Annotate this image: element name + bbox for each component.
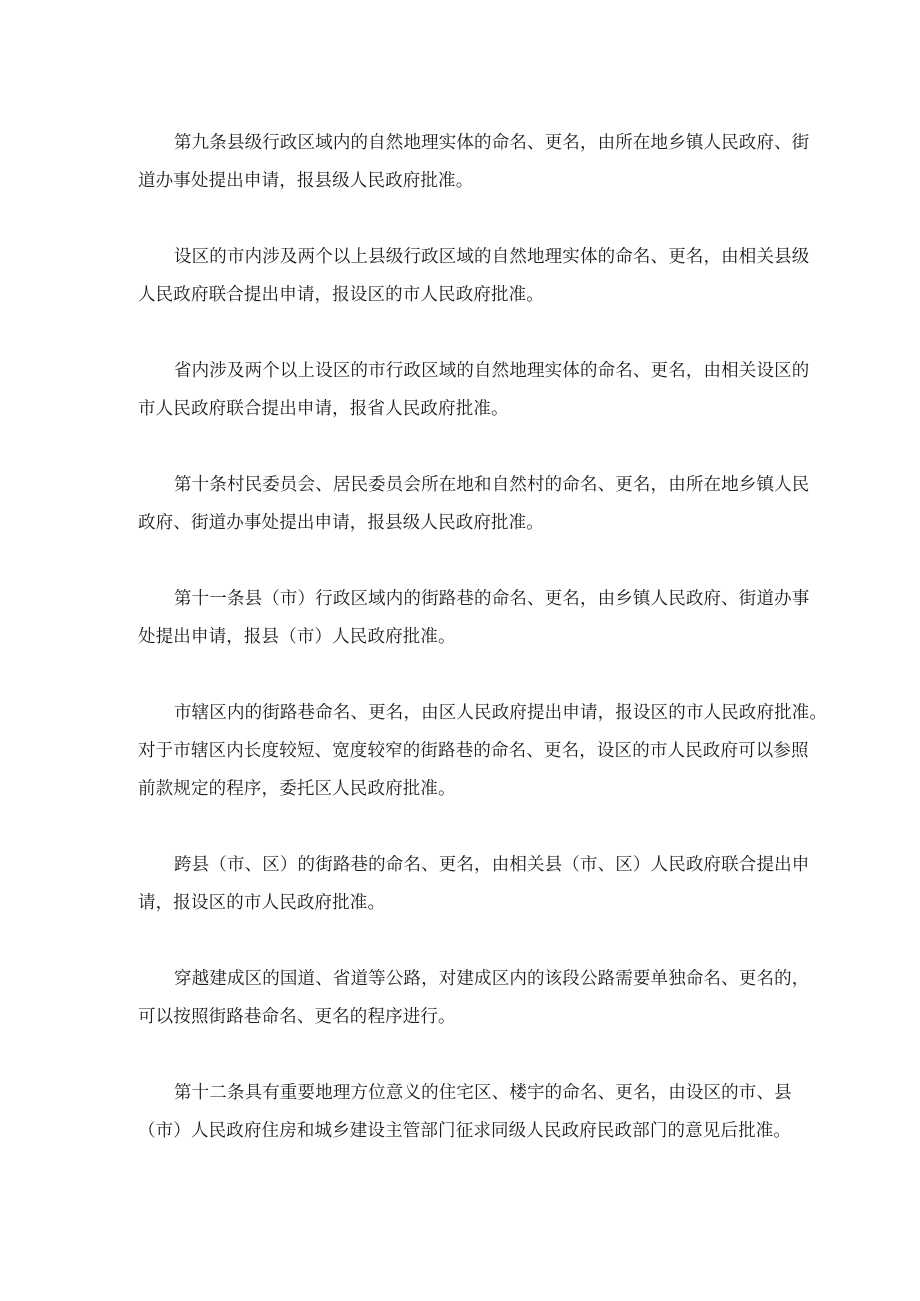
paragraph-article-11-cross-county xyxy=(138,846,810,922)
paragraph-article-10 xyxy=(138,466,810,542)
paragraph-line: （市）人民政府住房和城乡建设主管部门征求同级人民政府民政部门的意见后批准。 xyxy=(138,1121,792,1141)
paragraph-line: 可以按照街路巷命名、更名的程序进行。 xyxy=(138,1007,456,1027)
paragraph-line: 市辖区内的街路巷命名、更名，由区人民政府提出申请，报设区的市人民政府批准。 xyxy=(174,703,828,723)
paragraph-line: 人民政府联合提出申请，报设区的市人民政府批准。 xyxy=(138,285,544,305)
paragraph-line: 市人民政府联合提出申请，报省人民政府批准。 xyxy=(138,399,509,419)
paragraph-article-11-district xyxy=(138,694,828,808)
paragraph-line: 对于市辖区内长度较短、宽度较窄的街路巷的命名、更名，设区的市人民政府可以参照 xyxy=(138,741,809,761)
paragraph-line: 前款规定的程序，委托区人民政府批准。 xyxy=(138,779,456,799)
paragraph-line: 第十二条具有重要地理方位意义的住宅区、楼宇的命名、更名，由设区的市、县 xyxy=(174,1083,792,1103)
paragraph-line: 第九条县级行政区域内的自然地理实体的命名、更名，由所在地乡镇人民政府、街 xyxy=(174,133,810,153)
paragraph-article-11-highway xyxy=(138,960,810,1036)
paragraph-article-9-city xyxy=(138,238,810,314)
paragraph-article-12 xyxy=(138,1074,792,1150)
paragraph-line: 设区的市内涉及两个以上县级行政区域的自然地理实体的命名、更名，由相关县级 xyxy=(174,247,810,267)
paragraph-article-9-province xyxy=(138,352,810,428)
paragraph-line: 第十条村民委员会、居民委员会所在地和自然村的命名、更名，由所在地乡镇人民 xyxy=(174,475,810,495)
paragraph-line: 道办事处提出申请，报县级人民政府批准。 xyxy=(138,171,474,191)
paragraph-line: 处提出申请，报县（市）人民政府批准。 xyxy=(138,627,456,647)
paragraph-line: 省内涉及两个以上设区的市行政区域的自然地理实体的命名、更名，由相关设区的 xyxy=(174,361,810,381)
paragraph-article-11 xyxy=(138,580,810,656)
paragraph-line: 穿越建成区的国道、省道等公路，对建成区内的该段公路需要单独命名、更名的， xyxy=(174,969,810,989)
paragraph-line: 政府、街道办事处提出申请，报县级人民政府批准。 xyxy=(138,513,544,533)
paragraph-line: 请，报设区的市人民政府批准。 xyxy=(138,893,386,913)
paragraph-article-9 xyxy=(138,124,810,200)
paragraph-line: 第十一条县（市）行政区域内的街路巷的命名、更名，由乡镇人民政府、街道办事 xyxy=(174,589,810,609)
paragraph-line: 跨县（市、区）的街路巷的命名、更名，由相关县（市、区）人民政府联合提出申 xyxy=(174,855,810,875)
